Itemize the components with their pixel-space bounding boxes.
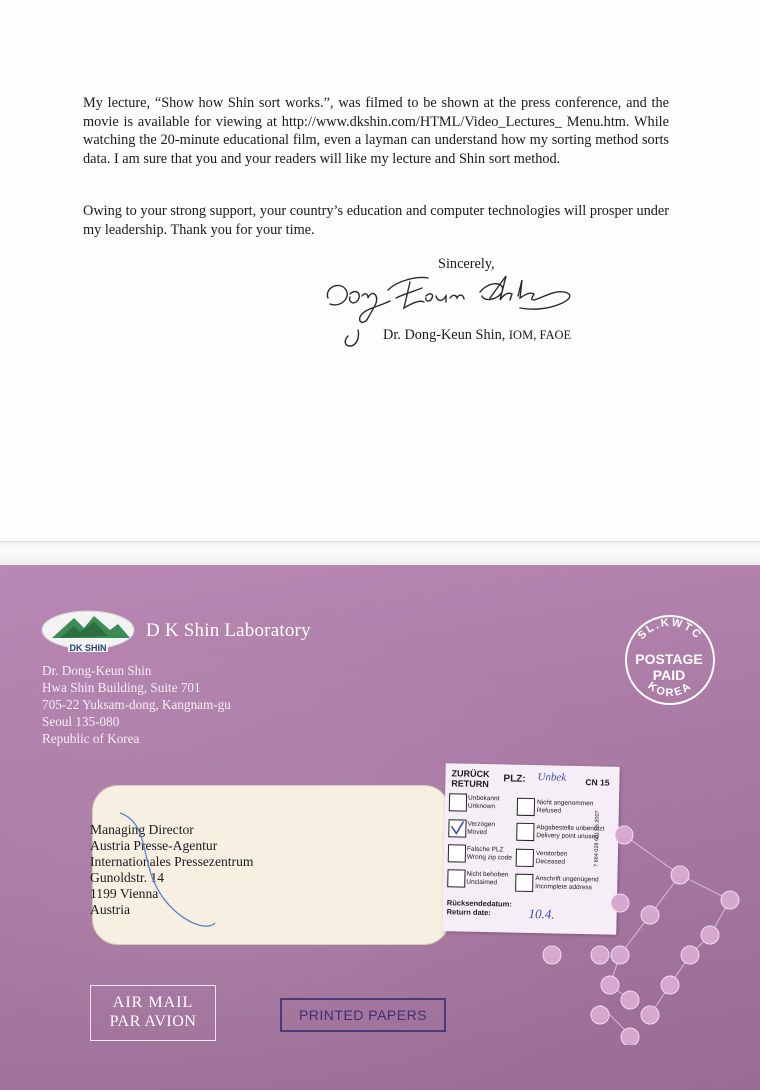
return-date-label: Rücksendedatum: Return date: [446, 898, 512, 917]
svg-text:SL.KWTC [636, 617, 705, 642]
option-deceased-label: Verstorben Deceased [535, 850, 568, 866]
stamp-ring-text: SL.KWTC [635, 616, 705, 642]
signer-credentials: IOM, FAOE [508, 328, 572, 342]
label-side-code: 7 664 028 601 05.2007 [593, 810, 601, 868]
label-form-code: CN 15 [585, 777, 610, 788]
recipient-line-6: Austria [90, 902, 131, 917]
stamp-line-postage: POSTAGE [635, 651, 703, 667]
checkbox-delivery-point-unused [516, 823, 534, 841]
checkbox-incomplete-address [515, 874, 533, 892]
recipient-line-3: Internationales Pressezentrum [90, 854, 254, 869]
label-plz-handwritten: Unbek [537, 771, 567, 784]
checkmark-icon [449, 820, 465, 836]
laboratory-name: D K Shin Laboratory [146, 620, 311, 641]
recipient-line-5: 1199 Vienna [90, 886, 159, 901]
label-plz: PLZ: [503, 773, 526, 785]
checkbox-wrong-zip [448, 844, 466, 862]
option-refused-label: Nicht angenommen Refused [536, 799, 594, 815]
checkbox-moved [448, 819, 466, 837]
decorative-tree-bubbles [540, 815, 740, 1045]
label-title-en: RETURN [451, 778, 489, 790]
air-mail-line-1: AIR MAIL [112, 994, 194, 1011]
sender-line-4: Seoul 135-080 [42, 714, 120, 729]
sender-line-2: Hwa Shin Building, Suite 701 [42, 680, 201, 695]
letter-paragraph-2: Owing to your strong support, your country’s education and computer technologies will prosper under my leadership. Thank you for your time. [83, 203, 669, 238]
recipient-line-4: Gunoldstr. 14 [90, 870, 165, 885]
checkbox-unclaimed [447, 869, 465, 887]
air-mail-line-2: PAR AVION [109, 1013, 197, 1030]
option-incomplete-address-label: Anschrift ungenügend Incomplete address [535, 875, 599, 891]
option-wrong-zip-label: Falsche PLZ Wrong zip code [466, 845, 512, 862]
letter-closing: Sincerely, [438, 256, 495, 272]
option-unknown-label: Unbekannt Unknown [467, 794, 500, 810]
letter-fold-edge [0, 541, 760, 567]
option-unclaimed-label: Nicht behoben Unclaimed [466, 870, 509, 886]
blue-pen-stroke [110, 803, 230, 943]
stamp-line-paid: PAID [652, 667, 686, 683]
checkbox-refused [517, 798, 535, 816]
letter-paragraph-1: My lecture, “Show how Shin sort works.”, was filmed to be shown at the press conference, and the movie is available for viewing at http://www.dkshin.com/HTML/Video_Lectures_ Menu.htm. While watching the 20-minute educational film, even a layman can understand how my sorting method sorts data. I am sure that you and your readers will like my lecture and Shin sort method. [83, 95, 669, 167]
option-moved-label: Verzogen Moved [467, 820, 496, 836]
checkbox-deceased [516, 849, 534, 867]
checkbox-unknown [449, 793, 467, 811]
signer-name-text: Dr. Dong-Keun Shin, [383, 327, 506, 343]
sender-line-5: Republic of Korea [42, 731, 140, 746]
label-title-de: ZURÜCK [451, 768, 490, 780]
printed-papers-stamp: PRINTED PAPERS [280, 998, 446, 1032]
air-mail-box [90, 985, 216, 1041]
dk-shin-logo [40, 608, 138, 654]
envelope [0, 565, 760, 1090]
sender-line-3: 705-22 Yuksam-dong, Kangnam-gu [42, 697, 231, 712]
stamp-country: KOREA [645, 679, 695, 700]
recipient-line-1: Managing Director [90, 822, 194, 837]
sender-line-1: Dr. Dong-Keun Shin [42, 663, 152, 678]
option-delivery-point-unused-label: Abgabestelle unbenutzt Delivery point unused [536, 824, 605, 840]
signer-name [383, 327, 571, 344]
logo-text: DK SHIN [69, 643, 107, 653]
recipient-line-2: Austria Presse-Agentur [90, 838, 218, 853]
return-date-handwritten: 10.4. [528, 905, 555, 922]
